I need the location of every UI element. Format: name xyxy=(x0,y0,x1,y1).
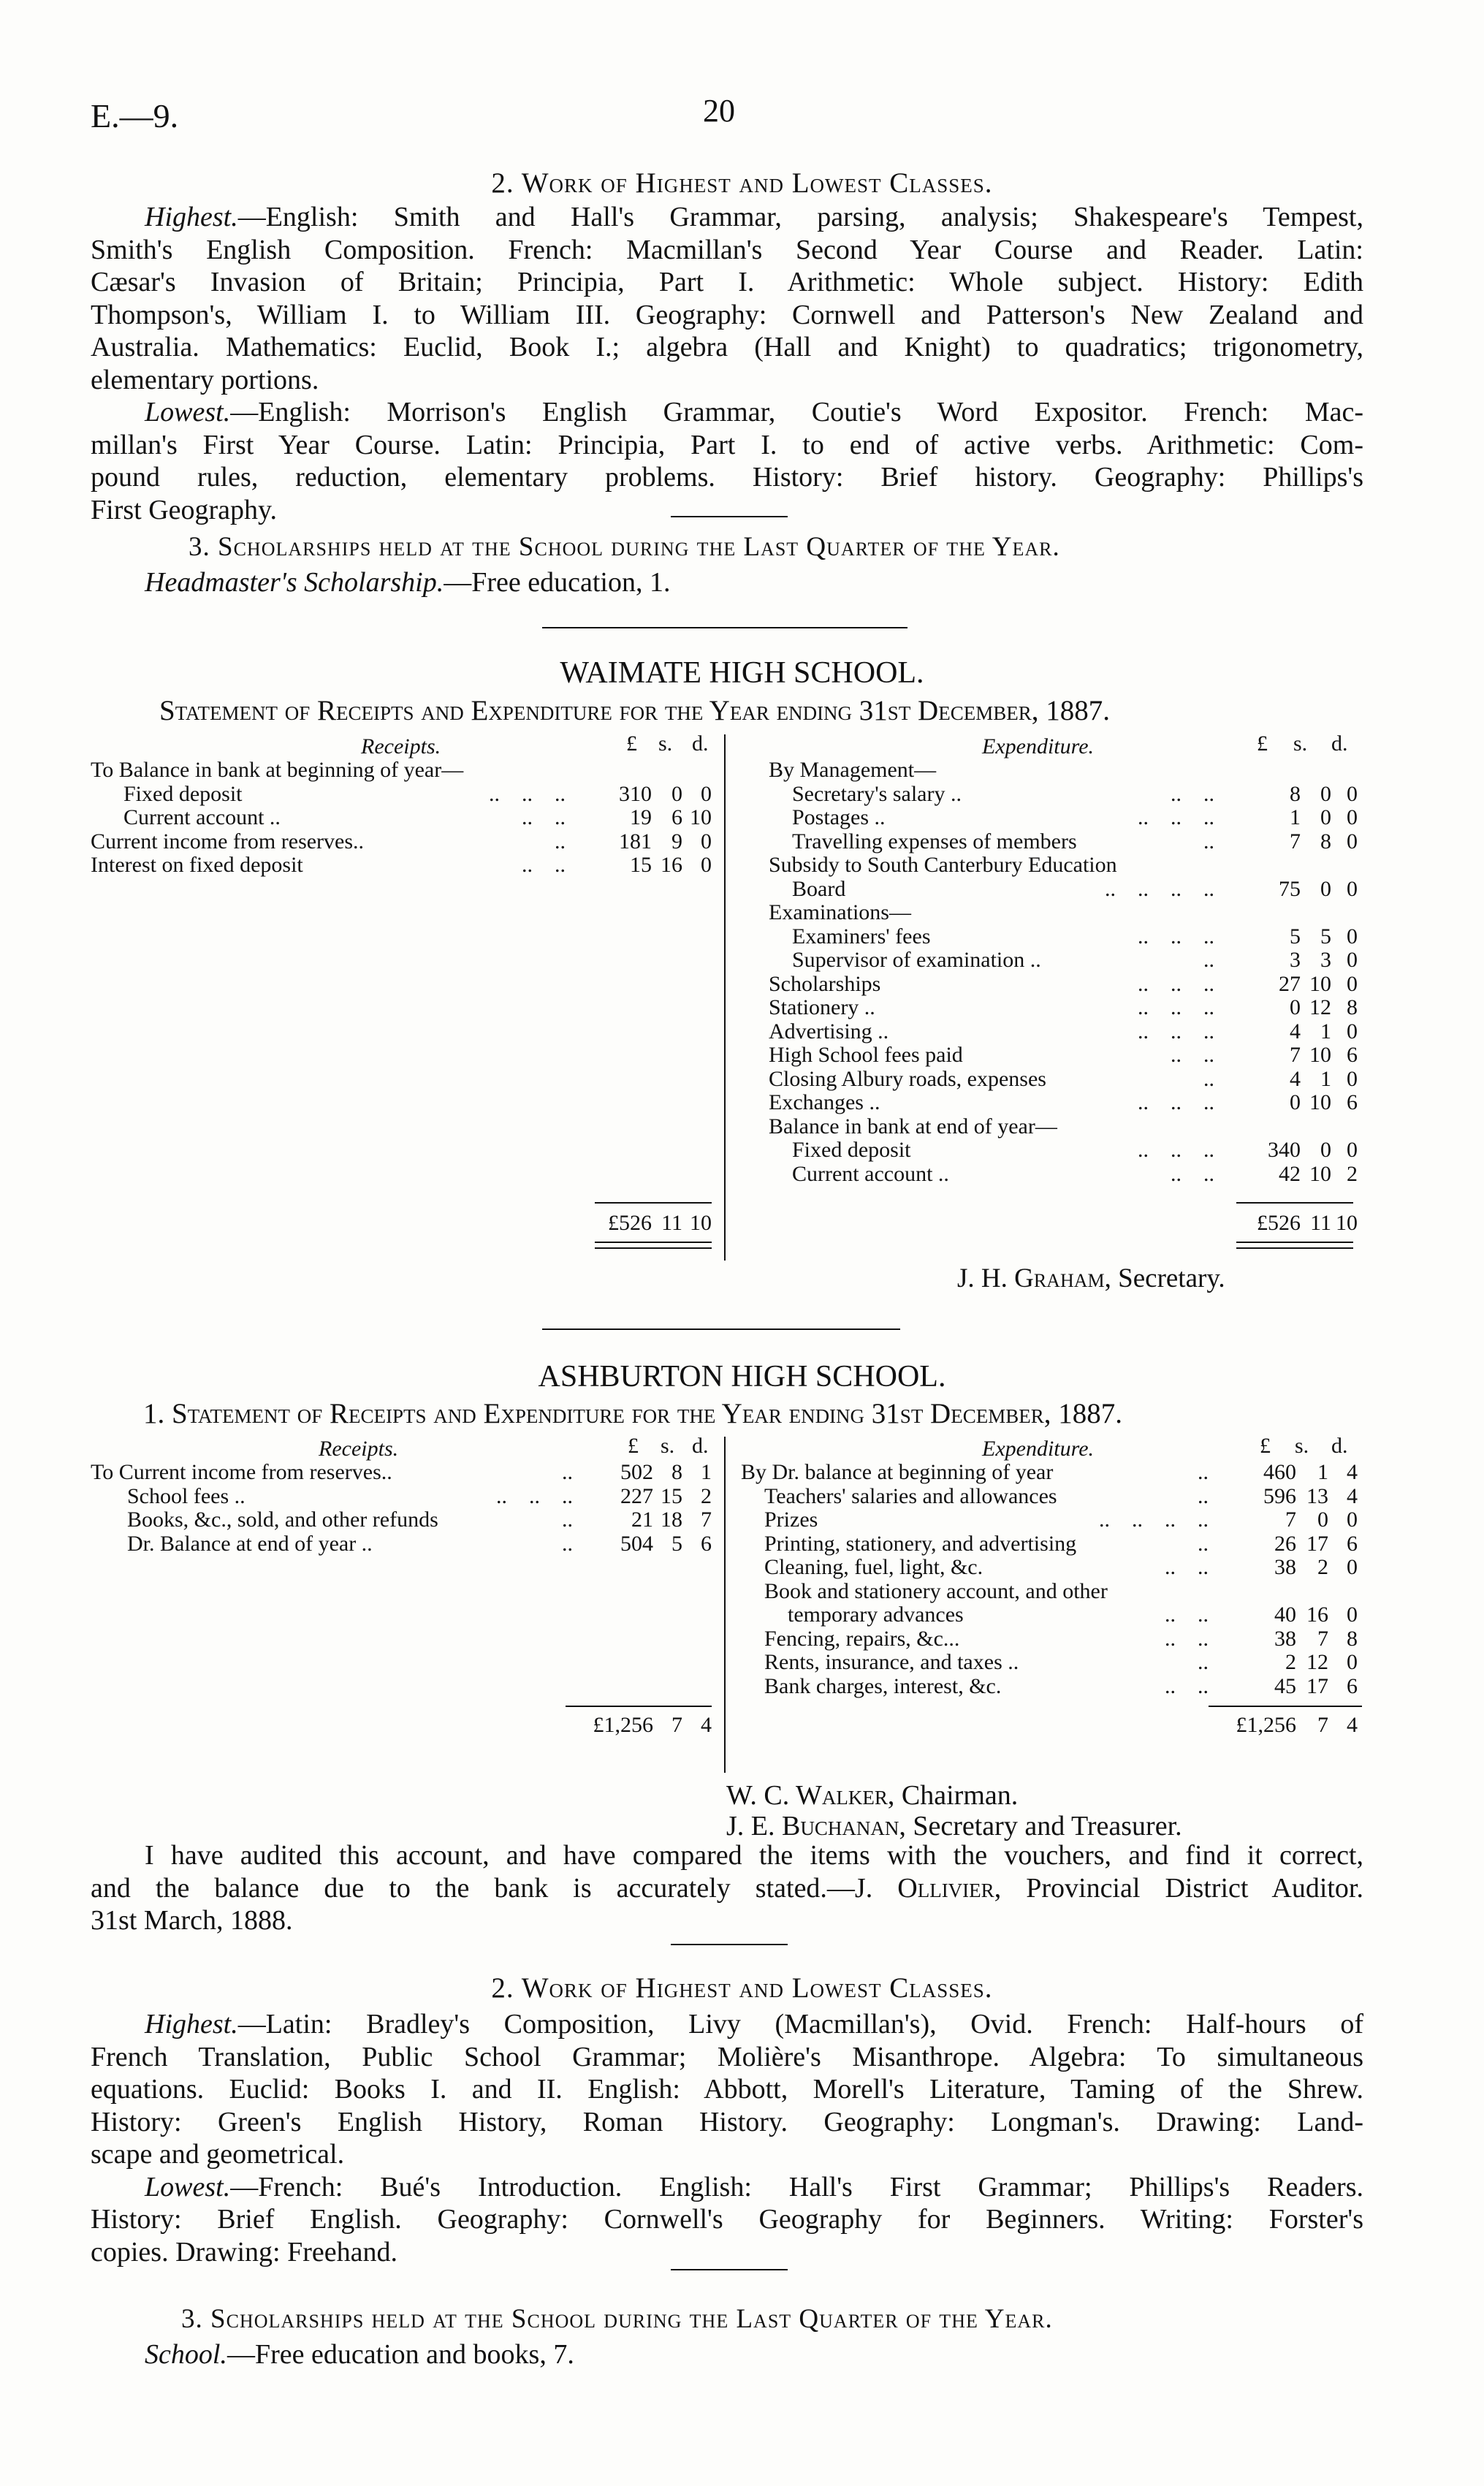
ledger-pounds: 340 xyxy=(1268,1138,1301,1162)
col-shillings-head: s. xyxy=(661,1434,675,1458)
ledger-row-label: Secretary's salary .. xyxy=(792,781,962,806)
ashburton-statement: 1. Statement of Receipts and Expenditure for the Year ending 31st December, 1887. xyxy=(143,1398,1122,1429)
highest-line: History: Green's English History, Roman History. Geography: Longman's. Drawing: Land- xyxy=(91,2106,1363,2137)
ledger-shillings: 1 xyxy=(1320,1019,1331,1044)
lowest-line: millan's First Year Course. Latin: Principia, Part I. to end of active verbs. Arithmetic: Com- xyxy=(91,429,1363,460)
ledger-row-label: Teachers' salaries and allowances xyxy=(764,1483,1057,1508)
ashburton-expenditure-table xyxy=(741,1434,1362,1751)
lowest-line: History: Brief English. Geography: Cornwell's Geography for Beginners. Writing: Forster's xyxy=(91,2204,1363,2235)
ledger-shillings: 0 xyxy=(1320,805,1331,829)
page-number: 20 xyxy=(703,93,735,129)
total-double-rule xyxy=(1236,1242,1353,1243)
col-shillings-head: s. xyxy=(658,731,673,756)
ledger-row xyxy=(769,1090,1361,1115)
ledger-row-leader: .. xyxy=(562,1531,573,1556)
ledger-pounds: 15 xyxy=(630,853,652,877)
ledger-shillings: 0 xyxy=(1317,1508,1328,1532)
ledger-row-leader: .. xyxy=(1198,1650,1209,1674)
ledger-pence: 0 xyxy=(1347,1603,1358,1627)
scholarship-line-2 xyxy=(145,2338,574,2371)
ledger-row-label: Supervisor of examination .. xyxy=(792,948,1041,972)
ledger-row-label: Fencing, repairs, &c... xyxy=(764,1626,960,1651)
ledger-row xyxy=(741,1555,1362,1580)
total-rule xyxy=(566,1706,712,1707)
ledger-row-leader: .. .. .. xyxy=(1138,924,1214,949)
ledger-pence: 4 xyxy=(1347,1460,1358,1484)
ledger-row-leader: .. .. xyxy=(1165,1626,1209,1651)
receipts-heading: Receipts. xyxy=(319,1437,399,1461)
scholarship-line-1 xyxy=(145,566,670,598)
ledger-pence: 10 xyxy=(690,805,712,829)
ledger-row-label: Book and stationery account, and other xyxy=(764,1578,1108,1603)
ledger-row-label: Exchanges .. xyxy=(769,1090,880,1114)
scholarship-label: School. xyxy=(145,2339,227,2370)
ledger-row-label: Interest on fixed deposit xyxy=(91,853,303,877)
ledger-pounds: 5 xyxy=(1290,924,1301,949)
col-pence-head: d. xyxy=(1331,1434,1348,1458)
ledger-row xyxy=(91,1532,719,1556)
ledger-row-leader: .. .. xyxy=(1171,1161,1214,1186)
col-pence-head: d. xyxy=(692,731,709,756)
ledger-shillings: 18 xyxy=(661,1508,682,1532)
ledger-pence: 0 xyxy=(1347,1508,1358,1532)
ledger-row-leader: .. .. .. xyxy=(1138,1090,1214,1114)
ledger-row-label: Cleaning, fuel, light, &c. xyxy=(764,1555,983,1579)
ledger-row-label: By Management— xyxy=(769,758,937,782)
ledger-row xyxy=(91,853,719,878)
total-pounds: £526 xyxy=(608,1211,652,1235)
expenditure-heading: Expenditure. xyxy=(982,1437,1095,1461)
ledger-row xyxy=(769,1138,1361,1163)
section-divider xyxy=(542,627,907,628)
ledger-pence: 6 xyxy=(1347,1673,1358,1698)
ledger-row-label: temporary advances xyxy=(788,1603,964,1627)
ledger-row xyxy=(741,1627,1362,1651)
ledger-row-leader: .. .. xyxy=(1165,1603,1209,1627)
waimate-statement: Statement of Receipts and Expenditure for the Year ending 31st December, 1887. xyxy=(159,695,1110,726)
receipts-heading: Receipts. xyxy=(361,734,441,759)
ledger-pounds: 310 xyxy=(619,781,652,806)
lowest-line: —English: Morrison's English Grammar, Coutie's Word Expositor. French: Mac- xyxy=(230,397,1363,427)
highest-line: scape and geometrical. xyxy=(91,2139,345,2170)
ledger-shillings: 7 xyxy=(1317,1626,1328,1651)
ledger-shillings: 2 xyxy=(1317,1555,1328,1579)
ledger-row-leader: .. .. xyxy=(1165,1673,1209,1698)
ledger-row-label: Stationery .. xyxy=(769,995,875,1019)
highest-label: Highest. xyxy=(145,202,238,232)
ledger-row-label: Balance in bank at end of year— xyxy=(769,1114,1057,1139)
ledger-pounds: 7 xyxy=(1285,1508,1296,1532)
scholarship-label: Headmaster's Scholarship. xyxy=(145,567,444,598)
highest-line: elementary portions. xyxy=(91,364,319,395)
ledger-shillings: 1 xyxy=(1320,1066,1331,1091)
ledger-shillings: 6 xyxy=(671,805,682,829)
highest-line: —English: Smith and Hall's Grammar, parsing, analysis; Shakespeare's Tempest, xyxy=(237,202,1363,232)
ledger-pounds: 45 xyxy=(1274,1673,1296,1698)
ledger-row-label: Current account .. xyxy=(792,1161,949,1186)
ledger-row-label: High School fees paid xyxy=(769,1043,963,1067)
ledger-shillings: 9 xyxy=(671,829,682,854)
total-pence: 10 xyxy=(690,1211,712,1235)
total-rule xyxy=(595,1202,712,1204)
ledger-pounds: 502 xyxy=(620,1460,653,1484)
ledger-pounds: 75 xyxy=(1279,876,1301,901)
ledger-row xyxy=(769,829,1361,854)
ledger-row xyxy=(91,1508,719,1532)
ledger-shillings: 15 xyxy=(661,1483,682,1508)
ledger-row-leader: .. .. .. .. xyxy=(1099,1508,1209,1532)
total-pounds: £1,256 xyxy=(593,1713,653,1737)
ledger-row-leader: .. .. .. xyxy=(1138,995,1214,1019)
ledger-row-label: To Current income from reserves.. xyxy=(91,1460,392,1484)
ledger-pence: 1 xyxy=(701,1460,712,1484)
ledger-row xyxy=(769,1019,1361,1044)
ledger-pence: 0 xyxy=(1347,924,1358,949)
ledger-pounds: 4 xyxy=(1290,1066,1301,1091)
ledger-pounds: 0 xyxy=(1290,1090,1301,1114)
ledger-row-leader: .. .. xyxy=(1171,781,1214,806)
ledger-pence: 6 xyxy=(1347,1043,1358,1067)
work-classes-body-1 xyxy=(91,201,1363,526)
ledger-row-label: Examiners' fees xyxy=(792,924,931,949)
ledger-row-leader: .. .. xyxy=(1165,1555,1209,1579)
ledger-shillings: 13 xyxy=(1306,1483,1328,1508)
work-classes-heading-1: 2. Work of Highest and Lowest Classes. xyxy=(491,167,993,199)
total-double-rule xyxy=(1236,1247,1353,1249)
ledger-row-label: Scholarships xyxy=(769,971,881,996)
ledger-row-leader: .. xyxy=(562,1508,573,1532)
ledger-row xyxy=(741,1603,1362,1627)
ledger-row xyxy=(769,877,1361,902)
ledger-row xyxy=(741,1508,1362,1532)
ledger-shillings: 0 xyxy=(1320,876,1331,901)
ledger-pounds: 1 xyxy=(1290,805,1301,829)
col-shillings-head: s. xyxy=(1293,731,1308,756)
ledger-row-label: Advertising .. xyxy=(769,1019,889,1044)
ledger-row-label: Printing, stationery, and advertising xyxy=(764,1531,1077,1556)
ledger-row-leader: .. xyxy=(1203,829,1214,854)
ledger-row xyxy=(769,900,1361,925)
ledger-row-leader: .. .. .. xyxy=(1138,971,1214,996)
ledger-row xyxy=(91,1460,719,1485)
ledger-row xyxy=(769,853,1361,878)
ledger-pounds: 7 xyxy=(1290,1043,1301,1067)
total-pence: 10 xyxy=(1336,1211,1358,1235)
audit-line: I have audited this account, and have compared the items with the vouchers, and find it correct, xyxy=(145,1840,1363,1871)
col-shillings-head: s. xyxy=(1295,1434,1309,1458)
total-pence: 4 xyxy=(701,1713,712,1737)
ledger-shillings: 3 xyxy=(1320,948,1331,972)
ledger-pence: 0 xyxy=(1347,805,1358,829)
ledger-row-leader: .. .. xyxy=(522,805,566,829)
ledger-pence: 0 xyxy=(1347,1019,1358,1044)
total-pounds: £1,256 xyxy=(1236,1713,1296,1737)
ledger-row-label: Bank charges, interest, &c. xyxy=(764,1673,1002,1698)
total-shillings: 11 xyxy=(1310,1211,1331,1235)
ledger-pence: 2 xyxy=(701,1483,712,1508)
ledger-shillings: 12 xyxy=(1309,995,1331,1019)
ledger-pence: 8 xyxy=(1347,995,1358,1019)
ledger-row-label: Dr. Balance at end of year .. xyxy=(127,1531,373,1556)
ledger-pence: 0 xyxy=(1347,876,1358,901)
ashburton-signature-secretary: J. E. Buchanan, Secretary and Treasurer. xyxy=(726,1811,1182,1841)
ledger-row xyxy=(741,1579,1362,1604)
ledger-shillings: 5 xyxy=(671,1531,682,1556)
ledger-pounds: 26 xyxy=(1274,1531,1296,1556)
ledger-row xyxy=(769,995,1361,1020)
highest-line: Smith's English Composition. French: Macmillan's Second Year Course and Reader. Latin: xyxy=(91,234,1363,265)
ledger-pence: 4 xyxy=(1347,1483,1358,1508)
ledger-row-leader: .. .. .. xyxy=(1138,805,1214,829)
ledger-row-label: By Dr. balance at beginning of year xyxy=(741,1460,1054,1484)
work-classes-heading-2: 2. Work of Highest and Lowest Classes. xyxy=(491,1972,993,2004)
ledger-pounds: 596 xyxy=(1263,1483,1296,1508)
ledger-pence: 0 xyxy=(701,781,712,806)
section-divider xyxy=(671,2269,788,2270)
ledger-row xyxy=(741,1484,1362,1509)
ledger-shillings: 1 xyxy=(1317,1460,1328,1484)
ledger-pence: 0 xyxy=(701,829,712,854)
col-pounds-head: £ xyxy=(628,1434,639,1458)
ledger-row xyxy=(769,1162,1361,1187)
scholarship-text: —Free education and books, 7. xyxy=(227,2339,574,2370)
ledger-row-label: Prizes xyxy=(764,1508,818,1532)
lowest-line: copies. Drawing: Freehand. xyxy=(91,2236,397,2268)
total-shillings: 7 xyxy=(671,1713,682,1737)
ledger-row-leader: .. xyxy=(562,1460,573,1484)
highest-line: Australia. Mathematics: Euclid, Book I.; algebra (Hall and Knight) to quadratics; trigonometry, xyxy=(91,332,1363,362)
highest-line: —Latin: Bradley's Composition, Livy (Macmillan's), Ovid. French: Half-hours of xyxy=(237,2009,1363,2040)
ledger-shillings: 5 xyxy=(1320,924,1331,949)
ashburton-title: ASHBURTON HIGH SCHOOL. xyxy=(538,1360,946,1394)
ledger-shillings: 10 xyxy=(1309,1090,1331,1114)
total-shillings: 11 xyxy=(661,1211,682,1235)
lowest-line: First Geography. xyxy=(91,494,278,525)
ledger-pounds: 2 xyxy=(1285,1650,1296,1674)
ledger-row-label: Examinations— xyxy=(769,900,911,924)
waimate-expenditure-table xyxy=(769,731,1361,1268)
ledger-row-label: School fees .. xyxy=(127,1483,246,1508)
ledger-shillings: 10 xyxy=(1309,1161,1331,1186)
ledger-pence: 0 xyxy=(1347,1066,1358,1091)
total-pounds: £526 xyxy=(1257,1211,1301,1235)
ledger-row-leader: .. xyxy=(1198,1483,1209,1508)
column-divider xyxy=(724,1437,726,1773)
ledger-shillings: 0 xyxy=(671,781,682,806)
ledger-shillings: 12 xyxy=(1306,1650,1328,1674)
ledger-shillings: 10 xyxy=(1309,971,1331,996)
ledger-row-leader: .. xyxy=(1198,1460,1209,1484)
ledger-row xyxy=(91,1484,719,1509)
ledger-row xyxy=(741,1650,1362,1675)
ledger-row-leader: .. .. .. .. xyxy=(1105,876,1214,901)
total-double-rule xyxy=(595,1247,712,1249)
ledger-pounds: 4 xyxy=(1290,1019,1301,1044)
ledger-row-leader: .. xyxy=(1203,1066,1214,1091)
ledger-pence: 8 xyxy=(1347,1626,1358,1651)
ledger-shillings: 8 xyxy=(671,1460,682,1484)
ledger-pence: 6 xyxy=(1347,1090,1358,1114)
ledger-pounds: 0 xyxy=(1290,995,1301,1019)
audit-line: 31st March, 1888. xyxy=(91,1905,293,1936)
ledger-row-leader: .. .. .. xyxy=(489,781,566,806)
ledger-row xyxy=(769,758,1361,783)
section-divider xyxy=(671,1944,788,1945)
ledger-pence: 0 xyxy=(701,853,712,877)
col-pounds-head: £ xyxy=(1260,1434,1271,1458)
total-double-rule xyxy=(595,1242,712,1243)
audit-statement xyxy=(91,1839,1363,1937)
ledger-pounds: 460 xyxy=(1263,1460,1296,1484)
ledger-row xyxy=(91,829,719,854)
ledger-row xyxy=(91,782,719,807)
ashburton-signature-chairman: W. C. Walker, Chairman. xyxy=(726,1780,1019,1811)
audit-line: and the balance due to the bank is accurately stated.—J. Ollivier, Provincial District Auditor. xyxy=(91,1872,1363,1904)
ledger-row-label: Travelling expenses of members xyxy=(792,829,1077,854)
total-pence: 4 xyxy=(1347,1713,1358,1737)
ledger-row-leader: .. .. .. xyxy=(496,1483,573,1508)
expenditure-heading: Expenditure. xyxy=(982,734,1095,759)
scholarships-heading-1: 3. Scholarships held at the School during the Last Quarter of the Year. xyxy=(189,532,1060,562)
ledger-row-label: Current income from reserves.. xyxy=(91,829,365,854)
ledger-shillings: 8 xyxy=(1320,829,1331,854)
col-pence-head: d. xyxy=(1331,731,1348,756)
waimate-signature: J. H. Graham, Secretary. xyxy=(957,1263,1225,1293)
ledger-row xyxy=(91,805,719,830)
ledger-row-label: Postages .. xyxy=(792,805,886,829)
ledger-shillings: 16 xyxy=(1306,1603,1328,1627)
ledger-pence: 0 xyxy=(1347,971,1358,996)
highest-line: French Translation, Public School Grammar; Molière's Misanthrope. Algebra: To simultaneous xyxy=(91,2041,1363,2072)
ashburton-receipts-table xyxy=(91,1434,719,1751)
ledger-row-label: Books, &c., sold, and other refunds xyxy=(127,1508,438,1532)
scholarships-heading-2: 3. Scholarships held at the School during the Last Quarter of the Year. xyxy=(181,2304,1053,2334)
ledger-row-leader: .. .. xyxy=(1171,1043,1214,1067)
ledger-pence: 6 xyxy=(1347,1531,1358,1556)
ledger-row-leader: .. xyxy=(555,829,566,854)
ledger-row-label: To Balance in bank at beginning of year— xyxy=(91,758,464,782)
ledger-pence: 0 xyxy=(1347,781,1358,806)
section-divider xyxy=(542,1328,900,1330)
col-pounds-head: £ xyxy=(1257,731,1268,756)
ledger-row xyxy=(741,1674,1362,1699)
ledger-row-leader: .. xyxy=(1203,948,1214,972)
ledger-pounds: 227 xyxy=(620,1483,653,1508)
col-pence-head: d. xyxy=(692,1434,709,1458)
ledger-row-label: Rents, insurance, and taxes .. xyxy=(764,1650,1019,1674)
section-divider xyxy=(671,516,788,517)
scholarship-text: —Free education, 1. xyxy=(444,567,671,598)
ledger-row-label: Board xyxy=(792,876,846,901)
lowest-line: pound rules, reduction, elementary problems. History: Brief history. Geography: Phillips's xyxy=(91,462,1363,493)
waimate-title: WAIMATE HIGH SCHOOL. xyxy=(560,656,924,690)
ledger-row xyxy=(769,924,1361,949)
ledger-pence: 0 xyxy=(1347,1138,1358,1162)
ledger-row xyxy=(769,972,1361,997)
ledger-pounds: 7 xyxy=(1290,829,1301,854)
ledger-pounds: 19 xyxy=(630,805,652,829)
ledger-row xyxy=(769,948,1361,973)
ledger-row-leader: .. xyxy=(1198,1531,1209,1556)
lowest-label: Lowest. xyxy=(145,397,231,427)
lowest-label: Lowest. xyxy=(145,2171,231,2202)
ledger-row xyxy=(741,1532,1362,1556)
highest-line: equations. Euclid: Books I. and II. English: Abbott, Morell's Literature, Taming of the Shrew. xyxy=(91,2074,1363,2105)
ledger-pence: 0 xyxy=(1347,829,1358,854)
page-ref: E.—9. xyxy=(91,97,179,134)
column-divider xyxy=(724,734,726,1261)
highest-label: Highest. xyxy=(145,2009,238,2040)
ledger-row-leader: .. .. .. xyxy=(1138,1138,1214,1162)
ledger-pence: 7 xyxy=(701,1508,712,1532)
lowest-line: —French: Bué's Introduction. English: Hall's First Grammar; Phillips's Readers. xyxy=(230,2171,1363,2202)
ledger-pounds: 3 xyxy=(1290,948,1301,972)
ledger-pence: 0 xyxy=(1347,1555,1358,1579)
ledger-pounds: 504 xyxy=(620,1531,653,1556)
ledger-shillings: 17 xyxy=(1306,1673,1328,1698)
ledger-row-label: Fixed deposit xyxy=(792,1138,911,1162)
ledger-pence: 0 xyxy=(1347,1650,1358,1674)
highest-line: Cæsar's Invasion of Britain; Principia, Part I. Arithmetic: Whole subject. History: Edith xyxy=(91,267,1363,297)
ledger-shillings: 0 xyxy=(1320,1138,1331,1162)
ledger-pounds: 40 xyxy=(1274,1603,1296,1627)
waimate-receipts-table xyxy=(91,731,719,1268)
ledger-row-label: Current account .. xyxy=(123,805,281,829)
ledger-row xyxy=(769,805,1361,830)
ledger-row-label: Fixed deposit xyxy=(123,781,243,806)
work-classes-body-2 xyxy=(91,2008,1363,2268)
ledger-row xyxy=(769,782,1361,807)
ledger-row-leader: .. .. .. xyxy=(1138,1019,1214,1044)
ledger-row xyxy=(769,1067,1361,1092)
total-rule xyxy=(1209,1706,1362,1707)
total-rule xyxy=(1236,1202,1353,1204)
ledger-row-leader: .. .. xyxy=(522,853,566,877)
ledger-shillings: 16 xyxy=(661,853,682,877)
ledger-row-label: Closing Albury roads, expenses xyxy=(769,1066,1046,1091)
col-pounds-head: £ xyxy=(626,731,637,756)
ledger-row xyxy=(769,1043,1361,1068)
ledger-shillings: 17 xyxy=(1306,1531,1328,1556)
ledger-pounds: 38 xyxy=(1274,1555,1296,1579)
ledger-row xyxy=(91,758,719,783)
ledger-pounds: 8 xyxy=(1290,781,1301,806)
total-shillings: 7 xyxy=(1317,1713,1328,1737)
ledger-pounds: 38 xyxy=(1274,1626,1296,1651)
ledger-shillings: 10 xyxy=(1309,1043,1331,1067)
highest-line: Thompson's, William I. to William III. Geography: Cornwell and Patterson's New Zealand and xyxy=(91,299,1363,330)
ledger-pence: 0 xyxy=(1347,948,1358,972)
ledger-row-label: Subsidy to South Canterbury Education xyxy=(769,853,1117,877)
ledger-pounds: 42 xyxy=(1279,1161,1301,1186)
ledger-row xyxy=(741,1460,1362,1485)
ledger-shillings: 0 xyxy=(1320,781,1331,806)
ledger-pence: 2 xyxy=(1347,1161,1358,1186)
ledger-pence: 6 xyxy=(701,1531,712,1556)
ledger-pounds: 21 xyxy=(631,1508,653,1532)
ledger-row xyxy=(769,1114,1361,1139)
ledger-pounds: 181 xyxy=(619,829,652,854)
ledger-pounds: 27 xyxy=(1279,971,1301,996)
